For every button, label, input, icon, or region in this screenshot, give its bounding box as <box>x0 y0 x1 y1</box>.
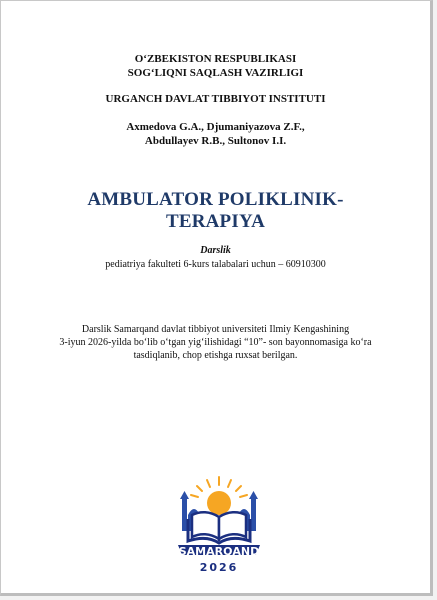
ministry-line: SOG‘LIQNI SAQLASH VAZIRLIGI <box>127 67 304 79</box>
authors-line-1: Axmedova G.A., Djumaniyazova Z.F., <box>126 121 305 133</box>
book-title-line-1: AMBULATOR POLIKLINIK- <box>87 189 344 210</box>
approval-line-1: Darslik Samarqand davlat tibbiyot universiteti Ilmiy Kengashining <box>81 324 350 335</box>
republic-line: O‘ZBEKISTON RESPUBLIKASI <box>134 53 297 65</box>
audience-line: pediatriya fakulteti 6-kurs talabalari uchun – 60910300 <box>105 259 326 270</box>
authors-line-2: Abdullayev R.B., Sultonov I.I. <box>144 135 287 147</box>
logo-city: SAMARQAND <box>178 545 260 558</box>
approval-line-2: 3-iyun 2026-yilda bo‘lib o‘tgan yig‘ilishidagi “10”- son bayonnomasiga ko‘ra <box>59 337 372 348</box>
approval-line-3: tasdiqlanib, chop etishga ruxsat berilgan. <box>133 350 298 361</box>
logo-year: 2026 <box>199 561 239 574</box>
institute-name: URGANCH DAVLAT TIBBIYOT INSTITUTI <box>105 93 326 105</box>
book-type: Darslik <box>200 245 231 256</box>
book-title-line-2: TERAPIYA <box>165 211 266 232</box>
